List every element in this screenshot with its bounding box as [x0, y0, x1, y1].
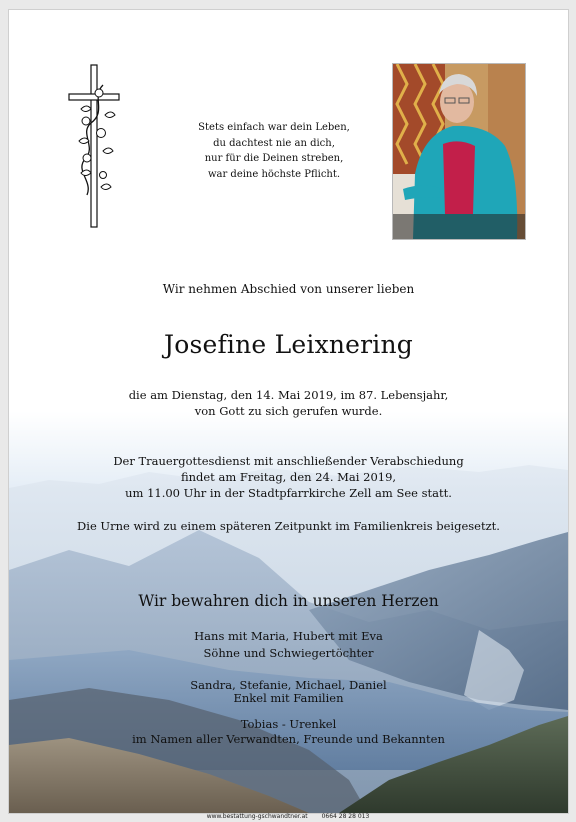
mourner-line: Sandra, Stefanie, Michael, Daniel: [190, 678, 387, 692]
service-info-line: findet am Freitag, den 24. Mai 2019,: [180, 470, 397, 484]
portrait-photo: [392, 63, 526, 240]
death-info-line: von Gott zu sich gerufen wurde.: [194, 404, 383, 418]
urn-info: Die Urne wird zu einem späteren Zeitpunkt im Familienkreis beigesetzt.: [77, 519, 500, 533]
closing-phrase: Wir bewahren dich in unseren Herzen: [138, 592, 439, 610]
footer-website[interactable]: www.bestattung-gschwandtner.at: [206, 813, 308, 820]
poem-line: nur für die Deinen streben,: [204, 153, 344, 164]
death-info-line: die am Dienstag, den 14. Mai 2019, im 87. Lebensjahr,: [128, 388, 449, 402]
poem-line: war deine höchste Pflicht.: [207, 168, 341, 180]
footer-phone: 0664 28 28 013: [321, 813, 370, 820]
mourner-relation: Enkel mit Familien: [233, 691, 344, 705]
cross-with-roses-icon: [67, 63, 123, 229]
service-info-line: Der Trauergottesdienst mit anschließender Verabschiedung: [113, 454, 464, 468]
mourner-relation: Söhne und Schwiegertöchter: [203, 646, 374, 660]
parte-card: [8, 9, 569, 814]
poem-line: du dachtest nie an dich,: [213, 137, 335, 149]
poem-line: Stets einfach war dein Leben,: [198, 122, 350, 133]
mourner-relation: im Namen aller Verwandten, Freunde und Bekannten: [132, 732, 445, 746]
portrait-image: [393, 64, 525, 239]
funeral-home-footer: [0, 813, 576, 820]
memorial-poem: [159, 120, 389, 182]
mourner-line: Hans mit Maria, Hubert mit Eva: [194, 629, 383, 643]
intro-text: Wir nehmen Abschied von unserer lieben: [162, 282, 415, 296]
mourner-line: Tobias - Urenkel: [240, 717, 337, 731]
service-info-line: um 11.00 Uhr in der Stadtpfarrkirche Zell am See statt.: [125, 486, 452, 500]
deceased-name: Josefine Leixnering: [163, 330, 414, 359]
